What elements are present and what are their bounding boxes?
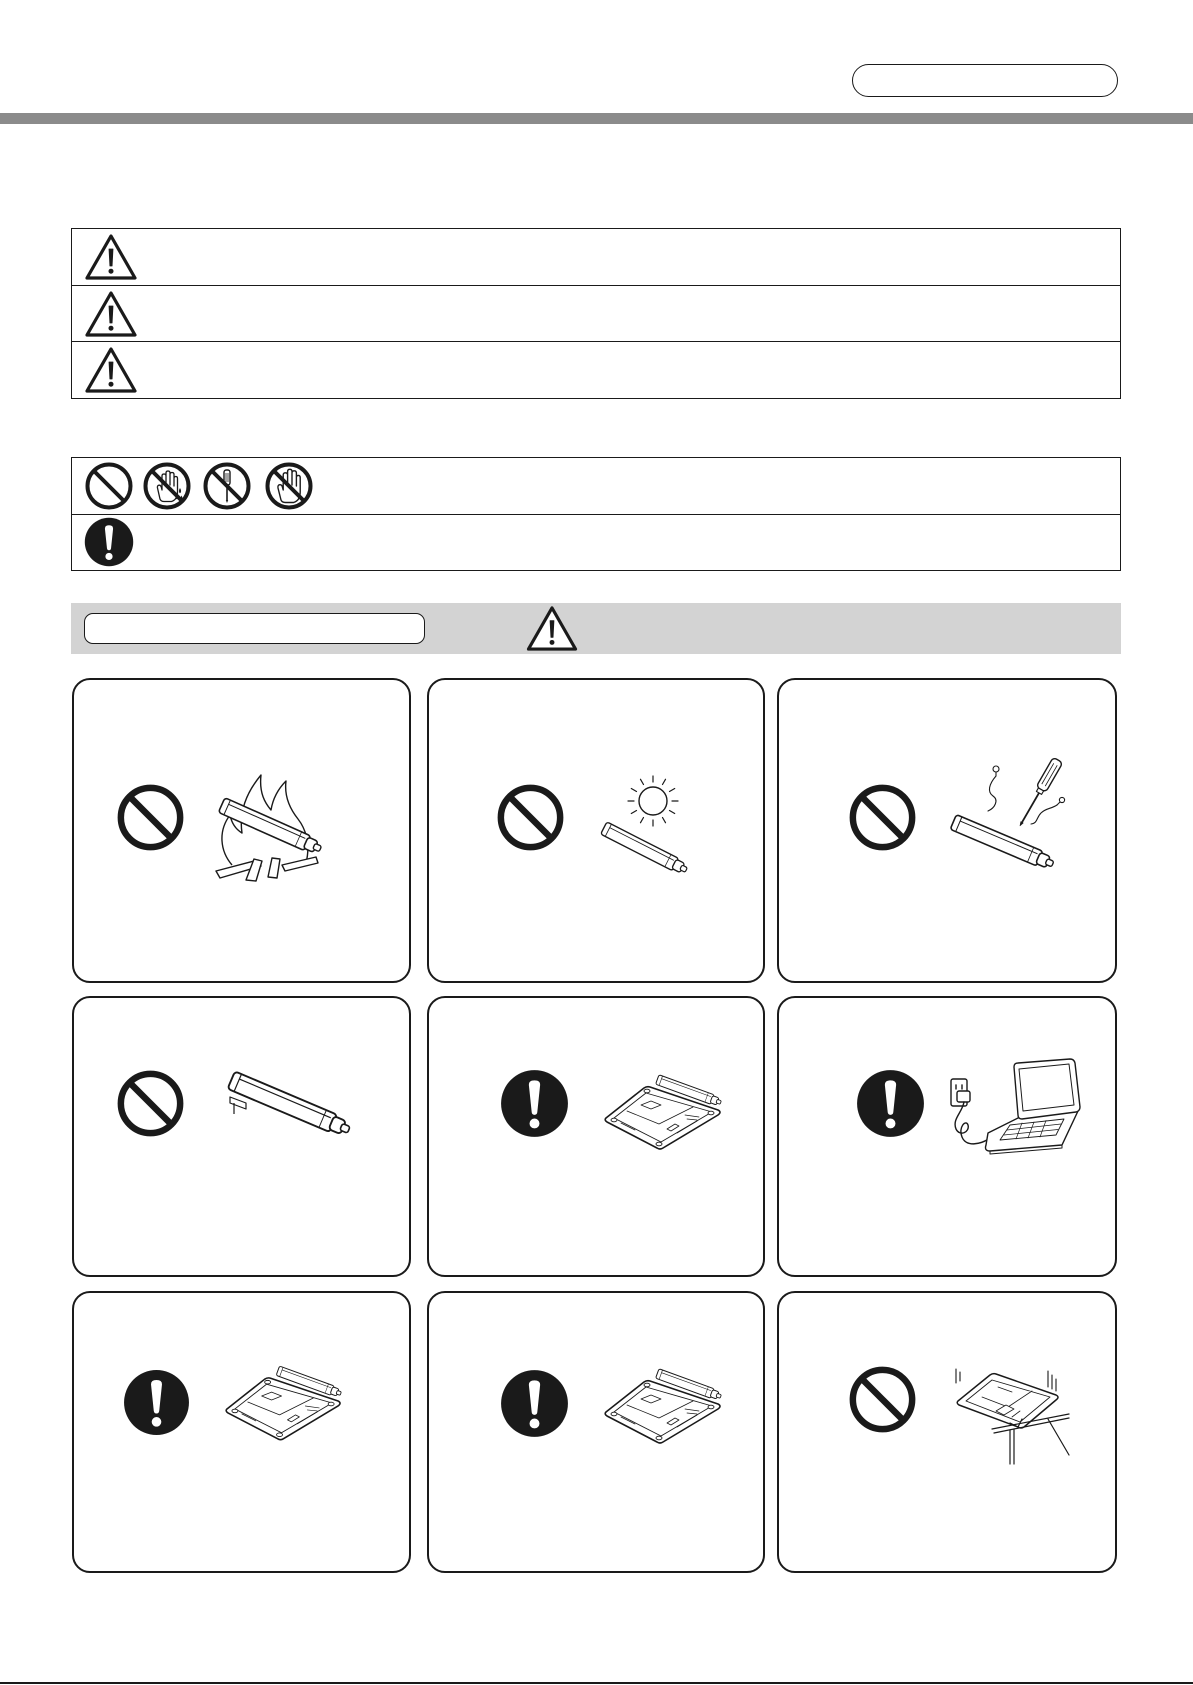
no-wet-hands-icon [142, 461, 192, 511]
prohibited-icon [116, 1069, 185, 1138]
warning-triangle-icon [84, 289, 138, 339]
prohibited-icon [84, 461, 134, 511]
safety-card [427, 996, 765, 1277]
battery-pack-removal-illustration [601, 1071, 726, 1152]
laptop-drop-illustration [952, 1367, 1069, 1464]
battery-pack-removal-illustration [222, 1362, 346, 1443]
prohibited-icon [116, 783, 185, 852]
safety-card [427, 1291, 765, 1573]
battery-disassembly-illustration [942, 757, 1068, 875]
header-rule [0, 113, 1193, 124]
section-tab [852, 64, 1118, 97]
safety-card [72, 996, 411, 1277]
prohibition-symbols-row [72, 458, 1120, 514]
no-disassembly-icon [202, 461, 252, 511]
section-banner [71, 603, 1121, 654]
signal-word-table [71, 228, 1121, 399]
mandatory-symbols-row [72, 514, 1120, 571]
warning-triangle-icon [84, 232, 138, 282]
battery-pack-removal-illustration [601, 1365, 726, 1446]
do-not-touch-icon [264, 461, 314, 511]
footer-rule [0, 1682, 1193, 1684]
mandatory-action-icon [500, 1069, 569, 1138]
safety-card [777, 1291, 1117, 1573]
symbol-legend-table [71, 457, 1121, 571]
safety-card [777, 996, 1117, 1277]
mandatory-action-icon [500, 1369, 569, 1438]
safety-card [427, 678, 765, 983]
safety-card [72, 678, 411, 983]
mandatory-action-icon [856, 1069, 925, 1138]
warning-triangle-icon [84, 345, 138, 395]
battery-in-fire-illustration [212, 767, 330, 881]
mandatory-action-icon [123, 1369, 190, 1436]
warning-triangle-icon [525, 604, 579, 653]
battery-in-sunlight-illustration [597, 775, 693, 879]
battery-terminal-illustration [220, 1065, 361, 1146]
laptop-charging-illustration [948, 1057, 1082, 1154]
section-label-box [84, 613, 425, 644]
signal-word-row [72, 285, 1120, 342]
mandatory-action-icon [84, 517, 134, 567]
safety-card [72, 1291, 411, 1573]
prohibited-icon [496, 783, 565, 852]
signal-word-row [72, 341, 1120, 398]
prohibited-icon [848, 1365, 917, 1434]
signal-word-row [72, 229, 1120, 285]
safety-card [777, 678, 1117, 983]
prohibited-icon [848, 783, 917, 852]
